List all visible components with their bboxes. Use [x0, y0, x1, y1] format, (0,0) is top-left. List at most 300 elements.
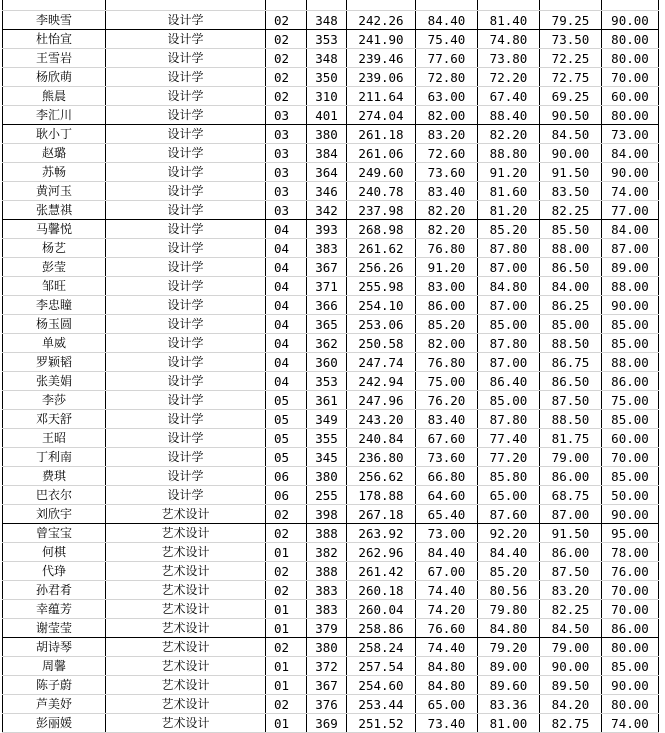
cell-exam-score: 350 — [307, 68, 347, 87]
cell-exam-score: 361 — [307, 391, 347, 410]
cell-score-1: 82.00 — [416, 334, 478, 353]
table-row — [3, 106, 659, 125]
table-row — [3, 334, 659, 353]
table-row — [3, 30, 659, 49]
cell-score-1: 67.60 — [416, 429, 478, 448]
cell-class: 03 — [266, 182, 307, 201]
cell-class: 02 — [266, 49, 307, 68]
cell-major — [106, 0, 266, 11]
cell-score-4: 85.00 — [602, 410, 659, 429]
cell-major: 设计学 — [106, 467, 266, 486]
cell-score-2: 87.00 — [478, 353, 540, 372]
cell-score-4: 70.00 — [602, 68, 659, 87]
table-row — [3, 239, 659, 258]
cell-score-2: 85.00 — [478, 391, 540, 410]
cell-class: 03 — [266, 106, 307, 125]
cell-major: 设计学 — [106, 125, 266, 144]
cell-score-2: 88.80 — [478, 144, 540, 163]
cell-weighted-total: 260.04 — [347, 600, 416, 619]
cell-score-4: 50.00 — [602, 486, 659, 505]
cell-major: 设计学 — [106, 429, 266, 448]
cell-score-1: 83.40 — [416, 182, 478, 201]
cell-weighted-total — [347, 0, 416, 11]
cell-weighted-total: 255.98 — [347, 277, 416, 296]
cell-name: 杨玉圆 — [3, 315, 106, 334]
cell-score-1: 84.80 — [416, 676, 478, 695]
cell-class: 06 — [266, 467, 307, 486]
cell-score-2: 85.80 — [478, 467, 540, 486]
table-row — [3, 201, 659, 220]
table-row — [3, 676, 659, 695]
cell-class: 02 — [266, 524, 307, 543]
cell-score-4: 88.00 — [602, 277, 659, 296]
cell-score-4: 70.00 — [602, 581, 659, 600]
cell-weighted-total: 240.78 — [347, 182, 416, 201]
cell-exam-score: 382 — [307, 543, 347, 562]
cell-score-2: 85.00 — [478, 315, 540, 334]
cell-exam-score: 384 — [307, 144, 347, 163]
cell-class: 02 — [266, 581, 307, 600]
cell-score-2: 82.20 — [478, 125, 540, 144]
cell-class: 04 — [266, 296, 307, 315]
cell-major: 设计学 — [106, 277, 266, 296]
table-row — [3, 619, 659, 638]
cell-score-2: 81.00 — [478, 714, 540, 733]
cell-score-3: 91.50 — [540, 524, 602, 543]
cell-score-1: 76.80 — [416, 239, 478, 258]
table-row — [3, 657, 659, 676]
cell-exam-score: 349 — [307, 410, 347, 429]
cell-score-4: 95.00 — [602, 524, 659, 543]
cell-score-1: 82.00 — [416, 106, 478, 125]
cell-score-4: 80.00 — [602, 30, 659, 49]
cell-score-3: 87.50 — [540, 391, 602, 410]
cell-major: 艺术设计 — [106, 543, 266, 562]
cell-score-2: 80.56 — [478, 581, 540, 600]
cell-major: 设计学 — [106, 87, 266, 106]
cell-score-1: 63.00 — [416, 87, 478, 106]
cell-score-3: 72.75 — [540, 68, 602, 87]
cell-score-3: 84.00 — [540, 277, 602, 296]
table-row — [3, 11, 659, 30]
cell-class: 03 — [266, 125, 307, 144]
table-row — [3, 277, 659, 296]
cell-score-3: 90.50 — [540, 106, 602, 125]
cell-score-4: 85.00 — [602, 315, 659, 334]
cell-exam-score: 383 — [307, 239, 347, 258]
cell-name: 芦美妤 — [3, 695, 106, 714]
cell-exam-score: 367 — [307, 258, 347, 277]
cell-score-1: 76.80 — [416, 353, 478, 372]
cell-major: 设计学 — [106, 11, 266, 30]
cell-major: 设计学 — [106, 372, 266, 391]
cell-major: 设计学 — [106, 391, 266, 410]
cell-name — [3, 0, 106, 11]
cell-exam-score: 255 — [307, 486, 347, 505]
cell-major: 设计学 — [106, 448, 266, 467]
cell-exam-score: 369 — [307, 714, 347, 733]
cell-major: 设计学 — [106, 315, 266, 334]
cell-class: 05 — [266, 429, 307, 448]
table-row — [3, 372, 659, 391]
cell-exam-score: 401 — [307, 106, 347, 125]
cell-exam-score: 379 — [307, 619, 347, 638]
cell-score-2: 89.00 — [478, 657, 540, 676]
cell-score-2: 72.20 — [478, 68, 540, 87]
table-row — [3, 353, 659, 372]
cell-score-3: 87.50 — [540, 562, 602, 581]
cell-score-1: 84.80 — [416, 657, 478, 676]
table-row — [3, 0, 659, 11]
cell-weighted-total: 267.18 — [347, 505, 416, 524]
cell-score-1: 76.60 — [416, 619, 478, 638]
cell-major: 艺术设计 — [106, 619, 266, 638]
cell-class: 04 — [266, 353, 307, 372]
cell-class: 02 — [266, 87, 307, 106]
cell-weighted-total: 261.06 — [347, 144, 416, 163]
cell-exam-score: 355 — [307, 429, 347, 448]
cell-major: 设计学 — [106, 334, 266, 353]
table-row — [3, 163, 659, 182]
cell-class: 01 — [266, 714, 307, 733]
cell-major: 设计学 — [106, 144, 266, 163]
cell-score-4: 90.00 — [602, 163, 659, 182]
table-row — [3, 258, 659, 277]
cell-exam-score: 353 — [307, 372, 347, 391]
cell-score-3: 73.50 — [540, 30, 602, 49]
cell-weighted-total: 256.62 — [347, 467, 416, 486]
cell-score-2: 81.60 — [478, 182, 540, 201]
cell-name: 苏畅 — [3, 163, 106, 182]
cell-class: 05 — [266, 448, 307, 467]
cell-weighted-total: 247.74 — [347, 353, 416, 372]
cell-exam-score: 380 — [307, 125, 347, 144]
cell-weighted-total: 254.10 — [347, 296, 416, 315]
cell-major: 设计学 — [106, 296, 266, 315]
cell-score-1: 64.60 — [416, 486, 478, 505]
cell-score-4: 88.00 — [602, 353, 659, 372]
cell-score-2: 79.80 — [478, 600, 540, 619]
cell-name: 何棋 — [3, 543, 106, 562]
cell-exam-score: 388 — [307, 562, 347, 581]
cell-weighted-total: 261.62 — [347, 239, 416, 258]
cell-class: 04 — [266, 277, 307, 296]
table-row — [3, 315, 659, 334]
cell-weighted-total: 211.64 — [347, 87, 416, 106]
table-row — [3, 581, 659, 600]
cell-class: 02 — [266, 11, 307, 30]
cell-exam-score: 345 — [307, 448, 347, 467]
cell-score-1: 75.40 — [416, 30, 478, 49]
cell-major: 设计学 — [106, 239, 266, 258]
cell-class: 03 — [266, 201, 307, 220]
cell-exam-score: 372 — [307, 657, 347, 676]
cell-name: 代琤 — [3, 562, 106, 581]
cell-major: 艺术设计 — [106, 676, 266, 695]
cell-weighted-total: 240.84 — [347, 429, 416, 448]
cell-name: 彭莹 — [3, 258, 106, 277]
cell-class: 06 — [266, 486, 307, 505]
cell-major: 设计学 — [106, 106, 266, 125]
cell-major: 艺术设计 — [106, 695, 266, 714]
cell-weighted-total: 254.60 — [347, 676, 416, 695]
cell-name: 刘欣宇 — [3, 505, 106, 524]
cell-exam-score: 310 — [307, 87, 347, 106]
cell-score-2: 81.40 — [478, 11, 540, 30]
cell-name: 邹旺 — [3, 277, 106, 296]
cell-weighted-total: 242.94 — [347, 372, 416, 391]
cell-score-3: 85.50 — [540, 220, 602, 239]
cell-name: 赵璐 — [3, 144, 106, 163]
cell-score-2: 87.80 — [478, 239, 540, 258]
cell-name: 杨欣萌 — [3, 68, 106, 87]
cell-name: 张慧祺 — [3, 201, 106, 220]
cell-name: 王雪岩 — [3, 49, 106, 68]
table-row — [3, 638, 659, 657]
cell-score-3: 86.25 — [540, 296, 602, 315]
cell-weighted-total: 261.42 — [347, 562, 416, 581]
cell-major: 艺术设计 — [106, 562, 266, 581]
cell-class: 04 — [266, 220, 307, 239]
cell-score-4: 70.00 — [602, 600, 659, 619]
cell-score-1: 72.80 — [416, 68, 478, 87]
cell-weighted-total: 257.54 — [347, 657, 416, 676]
cell-class: 04 — [266, 315, 307, 334]
cell-major: 艺术设计 — [106, 638, 266, 657]
cell-weighted-total: 268.98 — [347, 220, 416, 239]
cell-name: 黄河玉 — [3, 182, 106, 201]
cell-exam-score: 348 — [307, 49, 347, 68]
cell-score-3: 91.50 — [540, 163, 602, 182]
cell-score-3: 82.25 — [540, 600, 602, 619]
cell-score-1: 73.60 — [416, 163, 478, 182]
cell-name: 谢莹莹 — [3, 619, 106, 638]
cell-score-2: 85.20 — [478, 220, 540, 239]
cell-score-1: 83.40 — [416, 410, 478, 429]
cell-score-2: 84.80 — [478, 277, 540, 296]
table-row — [3, 714, 659, 733]
cell-class: 04 — [266, 372, 307, 391]
cell-score-4: 77.00 — [602, 201, 659, 220]
cell-score-2: 74.80 — [478, 30, 540, 49]
table-row — [3, 49, 659, 68]
cell-score-4: 80.00 — [602, 49, 659, 68]
cell-class: 04 — [266, 239, 307, 258]
cell-score-4: 90.00 — [602, 505, 659, 524]
cell-class: 02 — [266, 30, 307, 49]
cell-exam-score: 353 — [307, 30, 347, 49]
cell-weighted-total: 239.46 — [347, 49, 416, 68]
cell-name: 杜怡宣 — [3, 30, 106, 49]
cell-score-4: 86.00 — [602, 372, 659, 391]
cell-score-2: 77.20 — [478, 448, 540, 467]
cell-major: 设计学 — [106, 220, 266, 239]
cell-score-3: 88.50 — [540, 334, 602, 353]
cell-score-2: 87.00 — [478, 296, 540, 315]
cell-exam-score: 348 — [307, 11, 347, 30]
cell-exam-score: 380 — [307, 467, 347, 486]
cell-score-2: 84.80 — [478, 619, 540, 638]
cell-major: 设计学 — [106, 163, 266, 182]
cell-score-1: 67.00 — [416, 562, 478, 581]
cell-exam-score: 371 — [307, 277, 347, 296]
cell-score-2: 88.40 — [478, 106, 540, 125]
cell-name: 杨艺 — [3, 239, 106, 258]
cell-score-1: 76.20 — [416, 391, 478, 410]
cell-score-2: 67.40 — [478, 87, 540, 106]
cell-class: 05 — [266, 410, 307, 429]
cell-score-2: 86.40 — [478, 372, 540, 391]
cell-score-3: 84.50 — [540, 125, 602, 144]
cell-score-1: 83.20 — [416, 125, 478, 144]
cell-class: 03 — [266, 144, 307, 163]
cell-score-3: 86.50 — [540, 372, 602, 391]
cell-name: 巴衣尔 — [3, 486, 106, 505]
cell-major: 设计学 — [106, 49, 266, 68]
cell-score-4: 87.00 — [602, 239, 659, 258]
cell-major: 设计学 — [106, 486, 266, 505]
cell-class: 02 — [266, 695, 307, 714]
cell-name: 彭丽媛 — [3, 714, 106, 733]
cell-score-2: 87.00 — [478, 258, 540, 277]
cell-class: 04 — [266, 334, 307, 353]
cell-score-3: 84.20 — [540, 695, 602, 714]
cell-weighted-total: 242.26 — [347, 11, 416, 30]
cell-score-3: 83.20 — [540, 581, 602, 600]
cell-score-4: 74.00 — [602, 714, 659, 733]
cell-score-4: 74.00 — [602, 182, 659, 201]
cell-exam-score: 364 — [307, 163, 347, 182]
cell-weighted-total: 261.18 — [347, 125, 416, 144]
table-row — [3, 391, 659, 410]
cell-name: 马馨悦 — [3, 220, 106, 239]
table-row — [3, 68, 659, 87]
cell-score-1: 85.20 — [416, 315, 478, 334]
cell-score-4: 90.00 — [602, 676, 659, 695]
table-row — [3, 543, 659, 562]
cell-exam-score: 346 — [307, 182, 347, 201]
cell-name: 幸蕴芳 — [3, 600, 106, 619]
cell-major: 设计学 — [106, 201, 266, 220]
cell-weighted-total: 274.04 — [347, 106, 416, 125]
cell-name: 陈子蔚 — [3, 676, 106, 695]
table-row — [3, 182, 659, 201]
cell-score-4: 60.00 — [602, 87, 659, 106]
cell-score-4: 80.00 — [602, 695, 659, 714]
table-row — [3, 600, 659, 619]
cell-score-3: 82.25 — [540, 201, 602, 220]
cell-score-2: 91.20 — [478, 163, 540, 182]
cell-score-2: 81.20 — [478, 201, 540, 220]
table-row — [3, 144, 659, 163]
cell-score-3: 79.00 — [540, 448, 602, 467]
cell-score-4: 80.00 — [602, 638, 659, 657]
cell-score-3: 79.00 — [540, 638, 602, 657]
score-table — [2, 0, 659, 733]
cell-name: 费琪 — [3, 467, 106, 486]
cell-score-4: 75.00 — [602, 391, 659, 410]
cell-major: 设计学 — [106, 68, 266, 87]
cell-score-1: 66.80 — [416, 467, 478, 486]
cell-weighted-total: 251.52 — [347, 714, 416, 733]
cell-score-3: 85.00 — [540, 315, 602, 334]
cell-score-3: 88.00 — [540, 239, 602, 258]
cell-major: 设计学 — [106, 353, 266, 372]
cell-exam-score: 376 — [307, 695, 347, 714]
cell-name: 李忠瞳 — [3, 296, 106, 315]
cell-major: 艺术设计 — [106, 505, 266, 524]
cell-score-4: 78.00 — [602, 543, 659, 562]
cell-score-3: 86.75 — [540, 353, 602, 372]
cell-score-1: 91.20 — [416, 258, 478, 277]
cell-score-1: 74.40 — [416, 638, 478, 657]
cell-score-1: 73.60 — [416, 448, 478, 467]
cell-exam-score — [307, 0, 347, 11]
cell-name: 李映雪 — [3, 11, 106, 30]
table-row — [3, 505, 659, 524]
cell-class: 01 — [266, 676, 307, 695]
cell-name: 孙君肴 — [3, 581, 106, 600]
cell-score-1: 82.20 — [416, 201, 478, 220]
cell-exam-score: 380 — [307, 638, 347, 657]
cell-score-1: 82.20 — [416, 220, 478, 239]
cell-weighted-total: 253.44 — [347, 695, 416, 714]
cell-major: 艺术设计 — [106, 524, 266, 543]
cell-score-2: 77.40 — [478, 429, 540, 448]
cell-weighted-total: 237.98 — [347, 201, 416, 220]
cell-score-3: 81.75 — [540, 429, 602, 448]
cell-score-1: 77.60 — [416, 49, 478, 68]
cell-exam-score: 388 — [307, 524, 347, 543]
cell-class: 02 — [266, 68, 307, 87]
cell-score-2: 92.20 — [478, 524, 540, 543]
cell-score-1: 73.40 — [416, 714, 478, 733]
cell-score-3 — [540, 0, 602, 11]
cell-exam-score: 367 — [307, 676, 347, 695]
cell-score-1: 75.00 — [416, 372, 478, 391]
cell-class: 01 — [266, 657, 307, 676]
cell-score-1: 65.40 — [416, 505, 478, 524]
cell-score-1: 84.40 — [416, 543, 478, 562]
cell-exam-score: 398 — [307, 505, 347, 524]
cell-score-3: 90.00 — [540, 657, 602, 676]
cell-score-3: 86.00 — [540, 467, 602, 486]
table-row — [3, 87, 659, 106]
cell-class: 02 — [266, 562, 307, 581]
cell-exam-score: 362 — [307, 334, 347, 353]
cell-class: 01 — [266, 619, 307, 638]
table-row — [3, 125, 659, 144]
cell-name: 耿小丁 — [3, 125, 106, 144]
cell-score-1: 83.00 — [416, 277, 478, 296]
cell-score-1: 86.00 — [416, 296, 478, 315]
cell-score-4: 90.00 — [602, 11, 659, 30]
cell-score-1 — [416, 0, 478, 11]
cell-exam-score: 342 — [307, 201, 347, 220]
cell-name: 王昭 — [3, 429, 106, 448]
cell-score-1: 74.40 — [416, 581, 478, 600]
cell-class: 03 — [266, 163, 307, 182]
cell-score-2: 84.40 — [478, 543, 540, 562]
cell-score-2: 89.60 — [478, 676, 540, 695]
cell-score-4: 73.00 — [602, 125, 659, 144]
cell-weighted-total: 247.96 — [347, 391, 416, 410]
cell-weighted-total: 256.26 — [347, 258, 416, 277]
table-row — [3, 524, 659, 543]
cell-score-3: 72.25 — [540, 49, 602, 68]
cell-weighted-total: 250.58 — [347, 334, 416, 353]
cell-weighted-total: 263.92 — [347, 524, 416, 543]
